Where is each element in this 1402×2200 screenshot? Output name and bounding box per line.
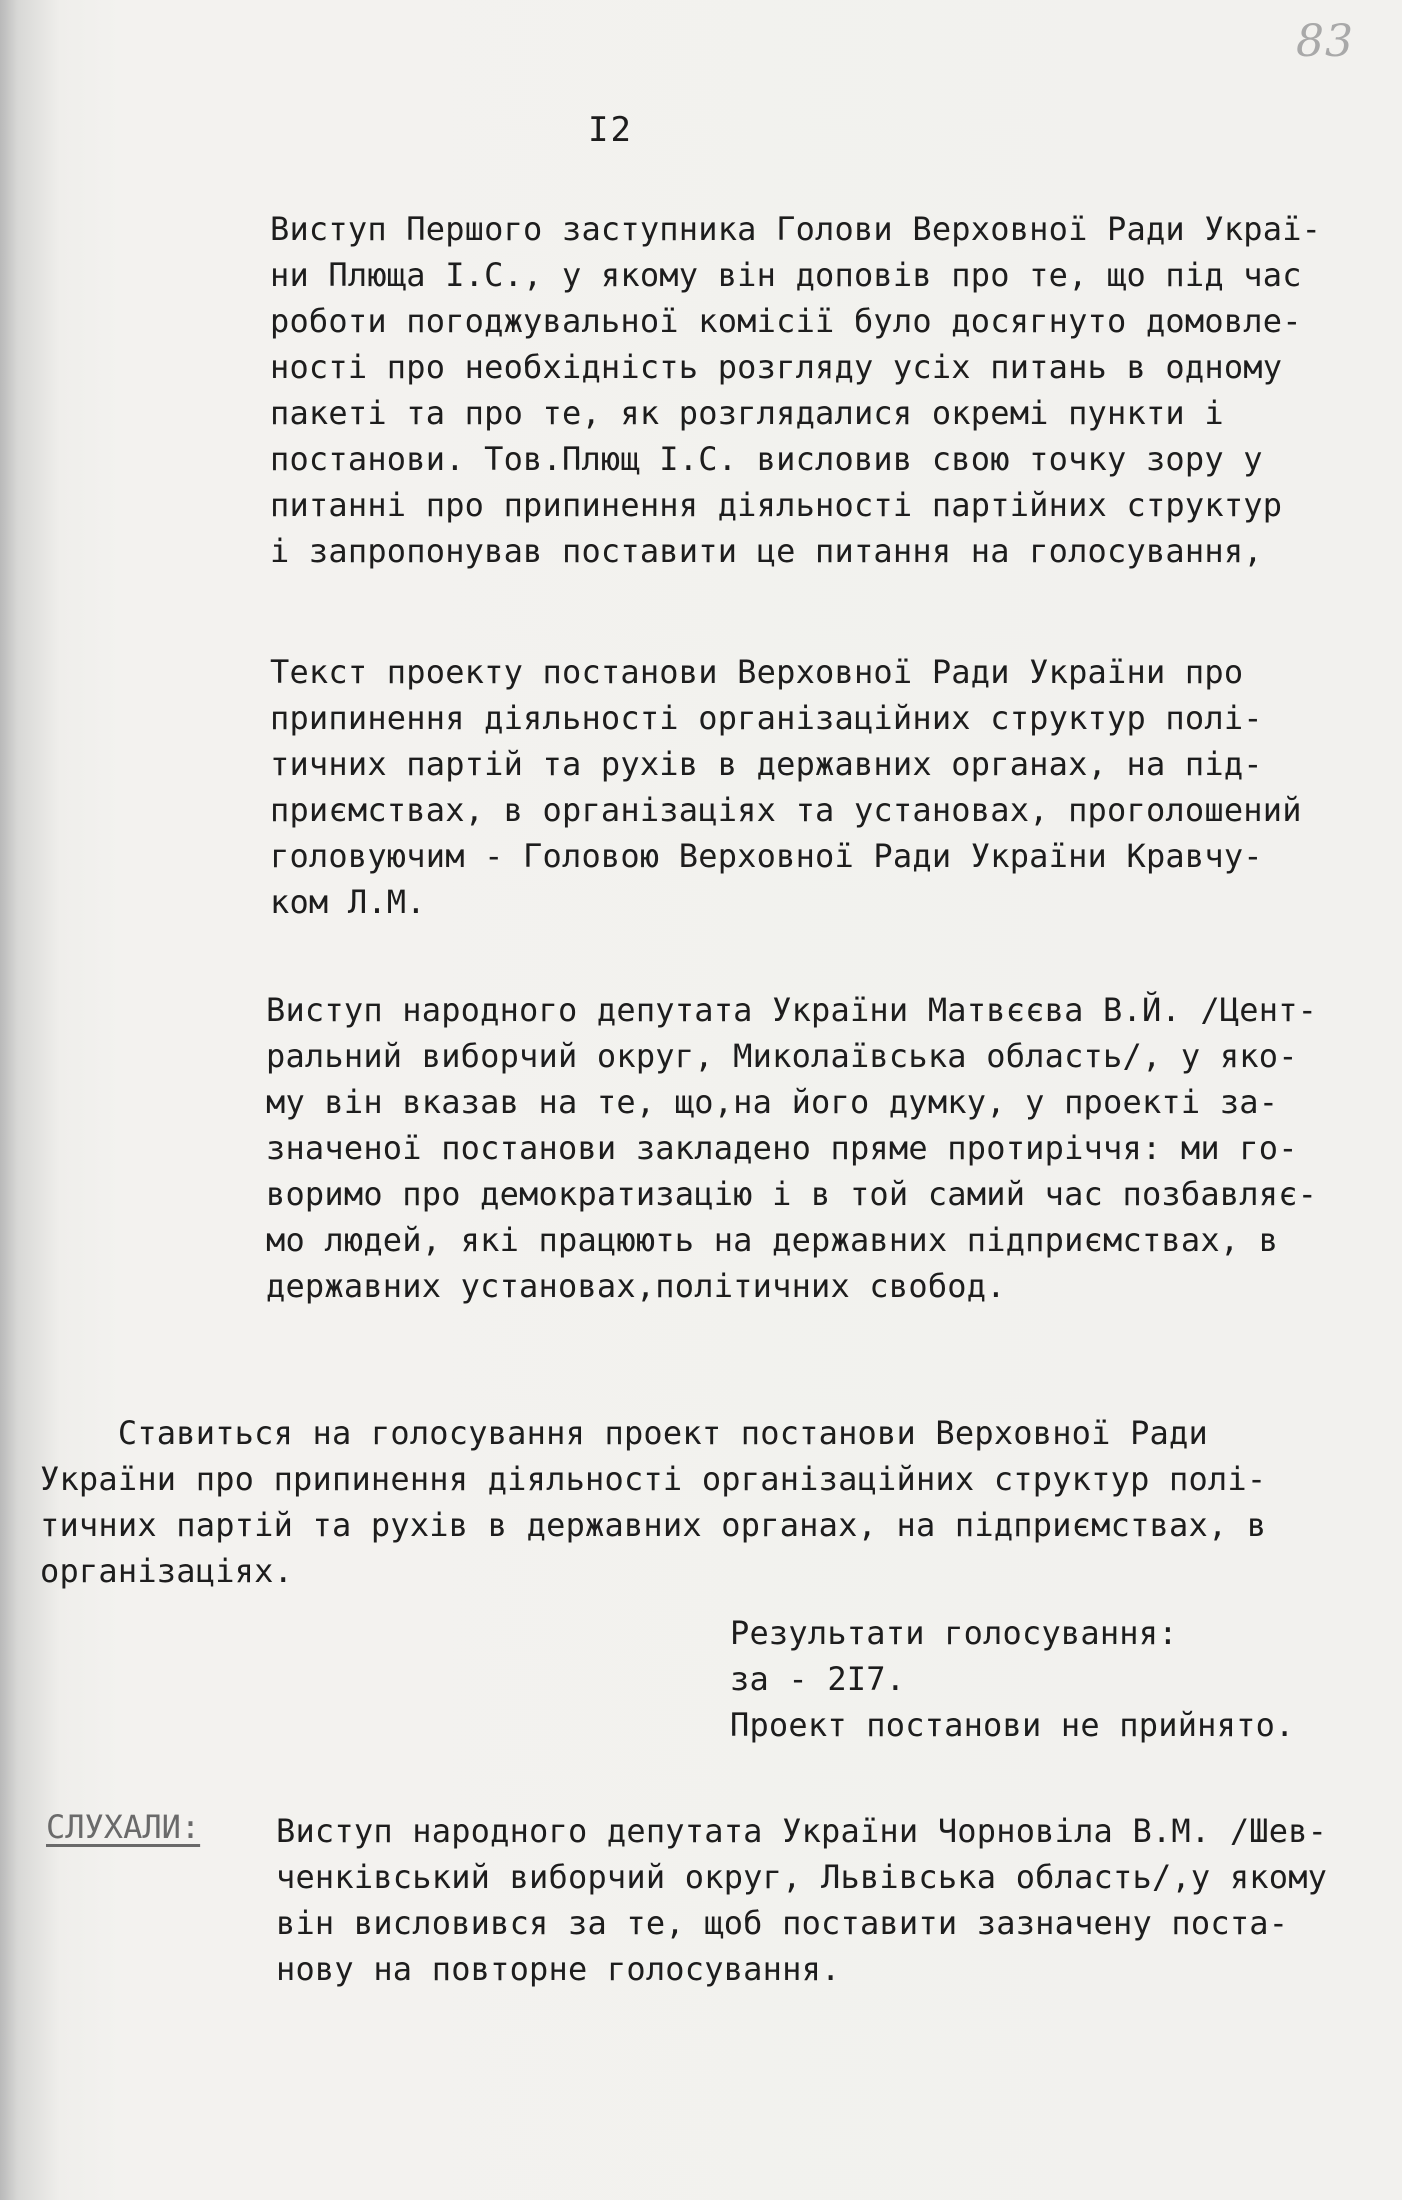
text-line: пакеті та про те, як розглядалися окремі пункти і <box>270 394 1224 432</box>
text-line: Виступ Першого заступника Голови Верховної Ради Украї- <box>270 210 1322 248</box>
text-line: нову на повторне голосування. <box>276 1950 841 1988</box>
text-line: ності про необхідність розгляду усіх питань в одному <box>270 348 1283 386</box>
paragraph-vote-announcement <box>40 1410 1266 1594</box>
paragraph-plyushch-speech <box>270 206 1321 574</box>
text-line: му він вказав на те, що,на його думку, у проекті за- <box>266 1083 1279 1121</box>
text-line: ни Плюща І.С., у якому він доповів про те, що під час <box>270 256 1302 294</box>
text-line: приємствах, в організаціях та установах, проголошений <box>270 791 1302 829</box>
text-line: головуючим - Головою Верховної Ради України Кравчу- <box>270 837 1263 875</box>
text-line: ком Л.М. <box>270 883 426 921</box>
text-line: тичних партій та рухів в державних органах, на під- <box>270 745 1263 783</box>
paragraph-resolution-text <box>270 649 1302 925</box>
text-line: ральний виборчий округ, Миколаївська область/, у яко- <box>266 1037 1298 1075</box>
text-line: Ставиться на голосування проект постанови Верховної Ради <box>40 1414 1208 1452</box>
text-line: Виступ народного депутата України Чорновіла В.М. /Шев- <box>276 1812 1328 1850</box>
text-line: Проект постанови не прийнято. <box>730 1706 1295 1744</box>
text-line: значеної постанови закладено пряме протиріччя: ми го- <box>266 1129 1298 1167</box>
text-line: і запропонував поставити це питання на голосування, <box>270 532 1263 570</box>
text-line: мо людей, які працюють на державних підприємствах, в <box>266 1221 1279 1259</box>
text-line: припинення діяльності організаційних структур полі- <box>270 699 1263 737</box>
paragraph-matveev-speech <box>266 987 1317 1309</box>
text-line: Виступ народного депутата України Матвєєва В.Й. /Цент- <box>266 991 1318 1029</box>
text-line: Текст проекту постанови Верховної Ради України про <box>270 653 1244 691</box>
text-line: за - 2I7. <box>730 1660 906 1698</box>
text-line: постанови. Тов.Плющ І.С. висловив свою точку зору у <box>270 440 1263 478</box>
text-line: України про припинення діяльності організаційних структур полі- <box>40 1460 1267 1498</box>
text-line: Результати голосування: <box>730 1614 1178 1652</box>
text-line: він висловився за те, щоб поставити зазначену поста- <box>276 1904 1289 1942</box>
page-number: I2 <box>588 110 633 150</box>
text-line: тичних партій та рухів в державних органах, на підприємствах, в <box>40 1506 1267 1544</box>
text-line: організаціях. <box>40 1552 294 1590</box>
text-line: воримо про демократизацію і в той самий час позбавляє- <box>266 1175 1318 1213</box>
voting-results <box>730 1610 1295 1748</box>
text-line: ченківський виборчий округ, Львівська область/,у якому <box>276 1858 1328 1896</box>
heard-label: СЛУХАЛИ: <box>46 1808 201 1846</box>
text-line: роботи погоджувальної комісії було досягнуто домовле- <box>270 302 1302 340</box>
handwritten-page-note: 83 <box>1296 16 1354 67</box>
text-line: питанні про припинення діяльності партійних структур <box>270 486 1283 524</box>
text-line: державних установах,політичних свобод. <box>266 1267 1006 1305</box>
paragraph-chornovil-speech <box>276 1808 1327 1992</box>
